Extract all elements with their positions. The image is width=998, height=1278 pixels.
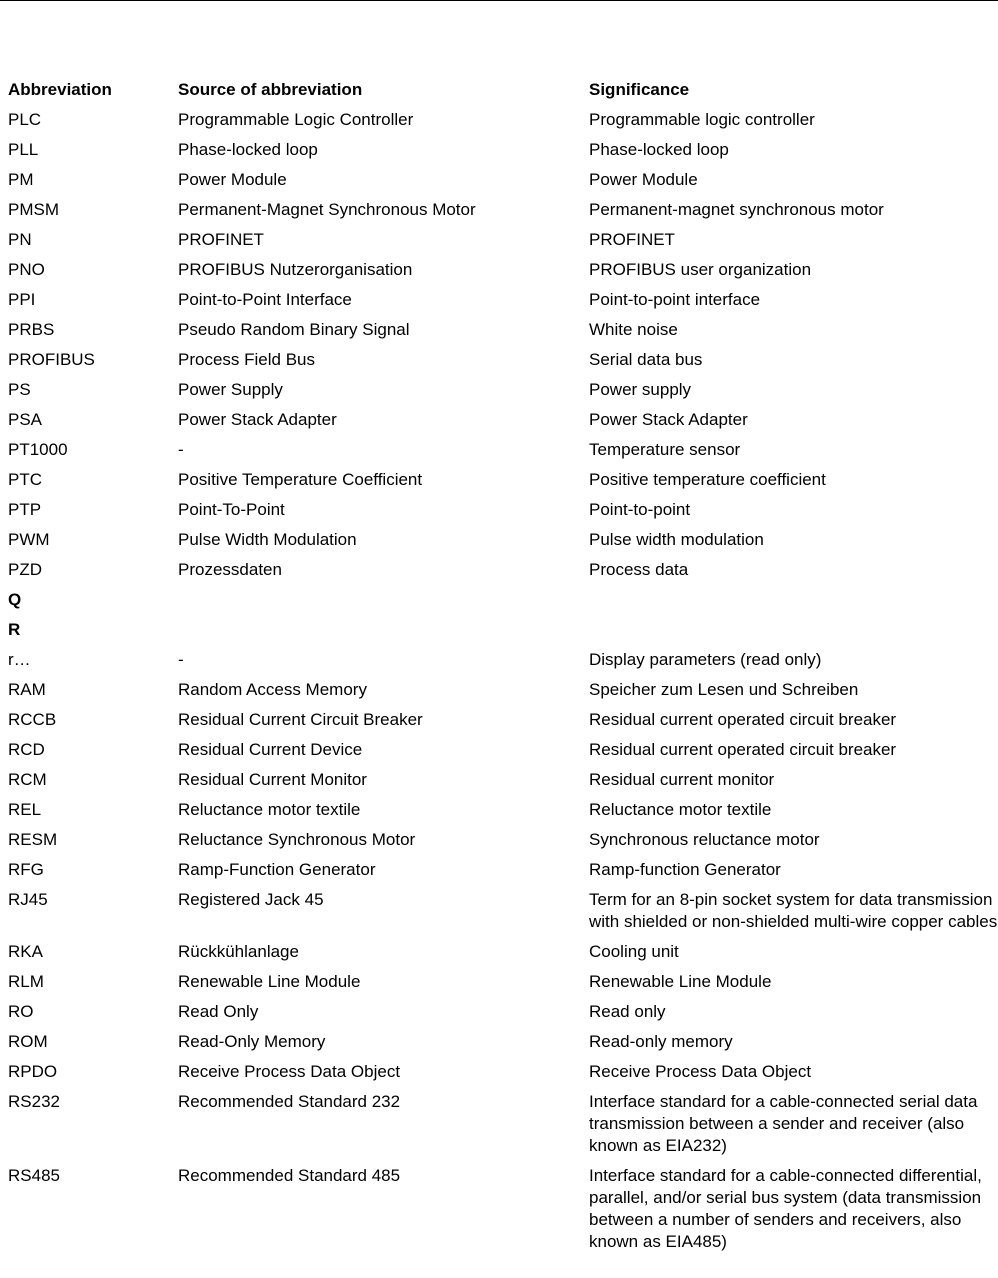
abbreviation-cell: PZD	[8, 560, 42, 579]
abbreviation-cell: RFG	[8, 860, 44, 879]
section-row	[0, 589, 998, 619]
table-row	[0, 889, 998, 941]
table-row	[0, 199, 998, 229]
abbreviation-cell: RKA	[8, 942, 43, 961]
source-cell: Random Access Memory	[178, 680, 367, 699]
table-row	[0, 799, 998, 829]
section-row	[0, 619, 998, 649]
table-row	[0, 941, 998, 971]
significance-cell: Residual current operated circuit breaker	[589, 740, 897, 759]
source-cell: PROFINET	[178, 230, 264, 249]
source-cell: Read Only	[178, 1002, 259, 1021]
table-row	[0, 739, 998, 769]
significance-cell: Interface standard for a cable-connected differential, parallel, and/or serial bus system (data transmission between a number of senders and receivers, also known as EIA485)	[589, 1166, 982, 1251]
table-row	[0, 289, 998, 319]
table-row	[0, 169, 998, 199]
source-cell: Pseudo Random Binary Signal	[178, 320, 410, 339]
abbreviation-cell: PM	[8, 170, 34, 189]
table-row	[0, 409, 998, 439]
significance-cell: Display parameters (read only)	[589, 650, 822, 669]
significance-cell: Renewable Line Module	[589, 972, 772, 991]
source-cell: Recommended Standard 485	[178, 1166, 401, 1185]
source-cell: Positive Temperature Coefficient	[178, 470, 423, 489]
source-cell: Phase-locked loop	[178, 140, 318, 159]
significance-cell: PROFINET	[589, 230, 675, 249]
table-row	[0, 529, 998, 559]
source-cell: Power Stack Adapter	[178, 410, 337, 429]
significance-cell: Temperature sensor	[589, 440, 741, 459]
table-row	[0, 139, 998, 169]
table-row	[0, 679, 998, 709]
table-row	[0, 1001, 998, 1031]
source-cell: Programmable Logic Controller	[178, 110, 414, 129]
source-cell: Read-Only Memory	[178, 1032, 326, 1051]
significance-cell: Power Stack Adapter	[589, 410, 748, 429]
significance-cell: PROFIBUS user organization	[589, 260, 812, 279]
table-body	[0, 109, 998, 1261]
source-cell: Permanent-Magnet Synchronous Motor	[178, 200, 476, 219]
abbreviation-cell: RS485	[8, 1166, 60, 1185]
abbreviation-cell: RAM	[8, 680, 46, 699]
abbreviation-cell: RJ45	[8, 890, 48, 909]
source-cell: PROFIBUS Nutzerorganisation	[178, 260, 413, 279]
significance-cell: Cooling unit	[589, 942, 679, 961]
source-cell: -	[178, 650, 184, 669]
table-row	[0, 1031, 998, 1061]
source-cell: Point-to-Point Interface	[178, 290, 352, 309]
abbreviation-cell: RS232	[8, 1092, 60, 1111]
abbreviation-cell: RCD	[8, 740, 45, 759]
abbreviation-cell: PROFIBUS	[8, 350, 95, 369]
abbreviation-cell: PWM	[8, 530, 50, 549]
table-row	[0, 349, 998, 379]
section-letter: Q	[8, 590, 22, 609]
abbreviation-cell: RCCB	[8, 710, 57, 729]
table-row	[0, 469, 998, 499]
significance-cell: Point-to-point	[589, 500, 691, 519]
significance-cell: Interface standard for a cable-connected serial data transmission between a sender and receiver (also known as EIA232)	[589, 1092, 978, 1155]
source-cell: Residual Current Monitor	[178, 770, 367, 789]
table-row	[0, 829, 998, 859]
abbreviation-cell: PLC	[8, 110, 42, 129]
table-row	[0, 1165, 998, 1261]
abbreviation-cell: r…	[8, 650, 31, 669]
source-cell: Registered Jack 45	[178, 890, 324, 909]
significance-cell: Positive temperature coefficient	[589, 470, 826, 489]
significance-cell: Programmable logic controller	[589, 110, 815, 129]
source-cell: Recommended Standard 232	[178, 1092, 401, 1111]
top-rule	[0, 0, 998, 1]
significance-cell: Phase-locked loop	[589, 140, 729, 159]
table-row	[0, 709, 998, 739]
source-cell: Power Module	[178, 170, 287, 189]
table-row	[0, 559, 998, 589]
abbreviation-cell: ROM	[8, 1032, 48, 1051]
table-row	[0, 439, 998, 469]
significance-cell: Pulse width modulation	[589, 530, 764, 549]
abbreviation-cell: PNO	[8, 260, 45, 279]
significance-cell: Synchronous reluctance motor	[589, 830, 820, 849]
source-cell: -	[178, 440, 184, 459]
abbreviation-cell: PPI	[8, 290, 36, 309]
significance-cell: Residual current monitor	[589, 770, 775, 789]
source-cell: Rückkühlanlage	[178, 942, 299, 961]
source-cell: Residual Current Circuit Breaker	[178, 710, 423, 729]
abbreviation-cell: PN	[8, 230, 32, 249]
abbreviation-cell: RO	[8, 1002, 34, 1021]
table-row	[0, 499, 998, 529]
table-row	[0, 229, 998, 259]
source-cell: Ramp-Function Generator	[178, 860, 376, 879]
significance-cell: Read only	[589, 1002, 666, 1021]
table-row	[0, 109, 998, 139]
abbreviation-cell: RESM	[8, 830, 58, 849]
abbreviation-table	[0, 79, 998, 1261]
table-row	[0, 259, 998, 289]
significance-cell: Power Module	[589, 170, 698, 189]
abbreviation-cell: PMSM	[8, 200, 59, 219]
abbreviation-cell: PT1000	[8, 440, 68, 459]
significance-cell: Reluctance motor textile	[589, 800, 772, 819]
abbreviation-cell: REL	[8, 800, 42, 819]
section-letter: R	[8, 620, 21, 639]
source-cell: Power Supply	[178, 380, 283, 399]
abbreviation-cell: PTP	[8, 500, 42, 519]
abbreviation-cell: PRBS	[8, 320, 55, 339]
table-row	[0, 379, 998, 409]
table-row	[0, 769, 998, 799]
abbreviation-cell: RPDO	[8, 1062, 58, 1081]
source-cell: Residual Current Device	[178, 740, 363, 759]
abbreviation-cell: PLL	[8, 140, 39, 159]
source-cell: Receive Process Data Object	[178, 1062, 401, 1081]
significance-cell: Term for an 8-pin socket system for data transmission with shielded or non-shielded multi-wire copper cables	[589, 890, 998, 931]
significance-cell: Process data	[589, 560, 689, 579]
header-source: Source of abbreviation	[178, 80, 363, 99]
abbreviation-cell: PSA	[8, 410, 43, 429]
table-row	[0, 1091, 998, 1165]
significance-cell: Ramp-function Generator	[589, 860, 781, 879]
table-row	[0, 1061, 998, 1091]
significance-cell: Point-to-point interface	[589, 290, 761, 309]
table-row	[0, 859, 998, 889]
header-significance: Significance	[589, 80, 690, 99]
significance-cell: Read-only memory	[589, 1032, 733, 1051]
abbreviation-cell: PTC	[8, 470, 42, 489]
abbreviation-cell: PS	[8, 380, 31, 399]
source-cell: Reluctance motor textile	[178, 800, 361, 819]
significance-cell: Residual current operated circuit breaker	[589, 710, 897, 729]
source-cell: Renewable Line Module	[178, 972, 361, 991]
table-header-row	[0, 79, 998, 109]
significance-cell: Receive Process Data Object	[589, 1062, 812, 1081]
source-cell: Point-To-Point	[178, 500, 285, 519]
significance-cell: Speicher zum Lesen und Schreiben	[589, 680, 859, 699]
abbreviation-cell: RCM	[8, 770, 47, 789]
table-row	[0, 319, 998, 349]
significance-cell: Permanent-magnet synchronous motor	[589, 200, 884, 219]
source-cell: Pulse Width Modulation	[178, 530, 357, 549]
table-row	[0, 971, 998, 1001]
abbreviation-cell: RLM	[8, 972, 44, 991]
source-cell: Prozessdaten	[178, 560, 282, 579]
source-cell: Reluctance Synchronous Motor	[178, 830, 416, 849]
significance-cell: Serial data bus	[589, 350, 703, 369]
significance-cell: Power supply	[589, 380, 692, 399]
source-cell: Process Field Bus	[178, 350, 315, 369]
table-row	[0, 649, 998, 679]
header-abbreviation: Abbreviation	[8, 80, 112, 99]
significance-cell: White noise	[589, 320, 678, 339]
